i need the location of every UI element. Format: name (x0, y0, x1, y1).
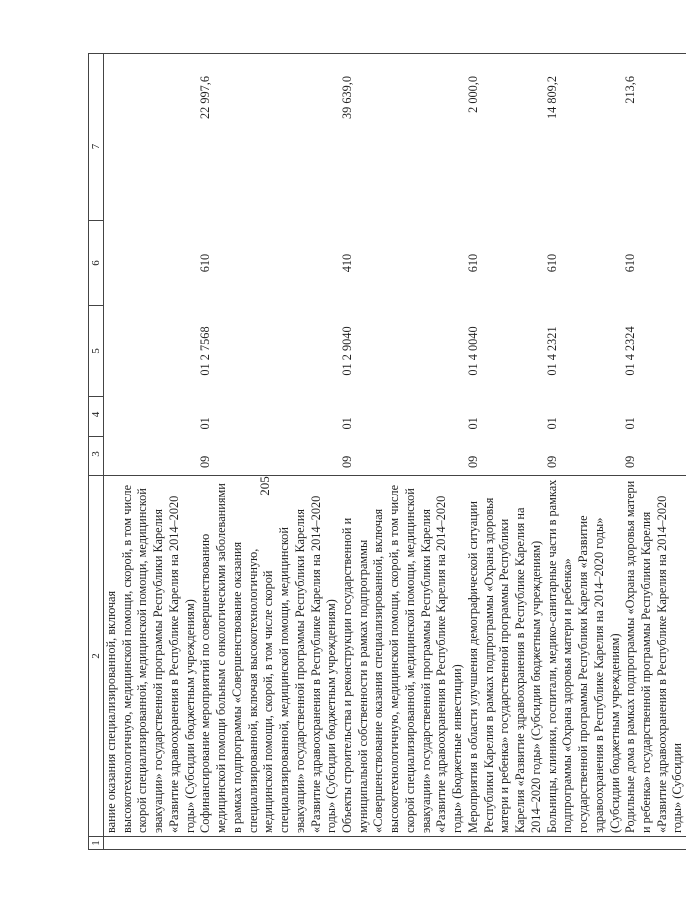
row-description: Родильные дома в рамках подпрограммы «Охрана здоровья матери и ребенка» государственной программы Республики Карелия «Развитие здравоохранения в Республике Карелия на 2014–2020 годы» (Субсидии (623, 476, 686, 837)
row-subsection: 01 (340, 417, 355, 430)
row-section: 09 (623, 455, 638, 468)
row-subsection: 01 (544, 417, 559, 430)
table-row (104, 54, 199, 850)
table-row (466, 54, 545, 850)
table-row (198, 54, 340, 850)
row-amount: 39 639,0 (340, 54, 466, 221)
row-target-code: 01 2 7568 (198, 326, 213, 376)
row-subsection: 01 (198, 417, 213, 430)
header-col-5: 5 (89, 306, 104, 397)
header-col-4: 4 (89, 397, 104, 437)
row-expense-type: 610 (465, 253, 480, 273)
row-description: Больницы, клиники, госпитали, медико-санитарные части в рамках подпрограммы «Охрана здоровья матери и ребенка» государственной программы Республики Карелия «Развитие здравоохранения в Республике Карелия на 2014–2020 годы» (Субсидии бюджетным учреждениям) (545, 476, 624, 837)
row-expense-type: 410 (340, 253, 355, 273)
row-section (104, 437, 199, 476)
header-col-3: 3 (89, 437, 104, 476)
row-subsection: 01 (623, 417, 638, 430)
table-row (623, 54, 686, 850)
row-expense-type (104, 221, 199, 306)
row-description: вание оказания специализированной, включая высокотехнологичную, медицинской помощи, скорой, в том числе скорой специализированной, медицинской помощи, медицинской эвакуации» государственной программы Республики Карелия «Развитие здравоохранения в Республике Карелия на 2014–2020 годы» (Субсидии бюджетным учреждениям) (104, 476, 199, 837)
row-target-code: 01 4 2324 (623, 326, 638, 376)
row-description: Объекты строительства и реконструкции государственной и муниципальной собственности в рамках подпрограммы «Совершенствование оказания специализированной, включая высокотехнологичную, медицинской помощи, скорой, в том числе скорой специализированной, медицинской помощи, медицинской эвакуации» государственной программы Республики Карелия «Развитие здравоохранения в Республике Карелия на 2014–2020 годы» (Бюджетные инвестиции) (340, 476, 466, 837)
row-section: 09 (544, 455, 559, 468)
header-col-7: 7 (89, 54, 104, 221)
row-expense-type: 610 (544, 253, 559, 273)
row-section: 09 (465, 455, 480, 468)
row-index-cell (340, 837, 466, 850)
row-description: Софинансирование мероприятий по совершенствованию медицинской помощи больным с онкологическими заболеваниями в рамках подпрограммы «Совершенствование оказания специализированной, включая высокотехнологичную, медицинской помощи, скорой, в том числе скорой специализированной, медицинской помощи, медицинской эвакуации» государственной программы Республики Карелия «Развитие здравоохранения в Республике Карелия на 2014–2020 годы» (Субсидии бюджетным учреждениям) (198, 476, 340, 837)
table-row (545, 54, 624, 850)
row-index-cell (623, 837, 686, 850)
table-row (340, 54, 466, 850)
row-expense-type: 610 (623, 253, 638, 273)
row-target-code: 01 4 0040 (465, 326, 480, 376)
row-section: 09 (198, 455, 213, 468)
page-number: 205 (256, 476, 272, 496)
row-target-code: 01 4 2321 (544, 326, 559, 376)
row-amount: 22 997,6 (198, 54, 340, 221)
row-target-code (104, 306, 199, 397)
table-header-row (89, 54, 104, 850)
header-col-6: 6 (89, 221, 104, 306)
row-index-cell (104, 837, 199, 850)
row-description: Мероприятия в области улучшения демографической ситуации Республики Карелия в рамках подпрограммы «Охрана здоровья матери и ребенка» государственной программы Республики Карелия «Развитие здравоохранения в Республике Карелия на 2014–2020 годы» (Субсидии бюджетным учреждениям) (466, 476, 545, 837)
header-col-1: 1 (89, 837, 104, 850)
row-subsection: 01 (465, 417, 480, 430)
row-index-cell (198, 837, 340, 850)
row-index-cell (545, 837, 624, 850)
row-amount: 213,6 (623, 54, 686, 221)
row-index-cell (466, 837, 545, 850)
row-subsection (104, 397, 199, 437)
row-expense-type: 610 (198, 253, 213, 273)
row-amount: 14 809,2 (545, 54, 624, 221)
row-target-code: 01 2 9040 (340, 326, 355, 376)
row-section: 09 (340, 455, 355, 468)
row-amount (104, 54, 199, 221)
row-amount: 2 000,0 (466, 54, 545, 221)
budget-table (88, 53, 686, 850)
header-col-2: 2 (89, 476, 104, 837)
